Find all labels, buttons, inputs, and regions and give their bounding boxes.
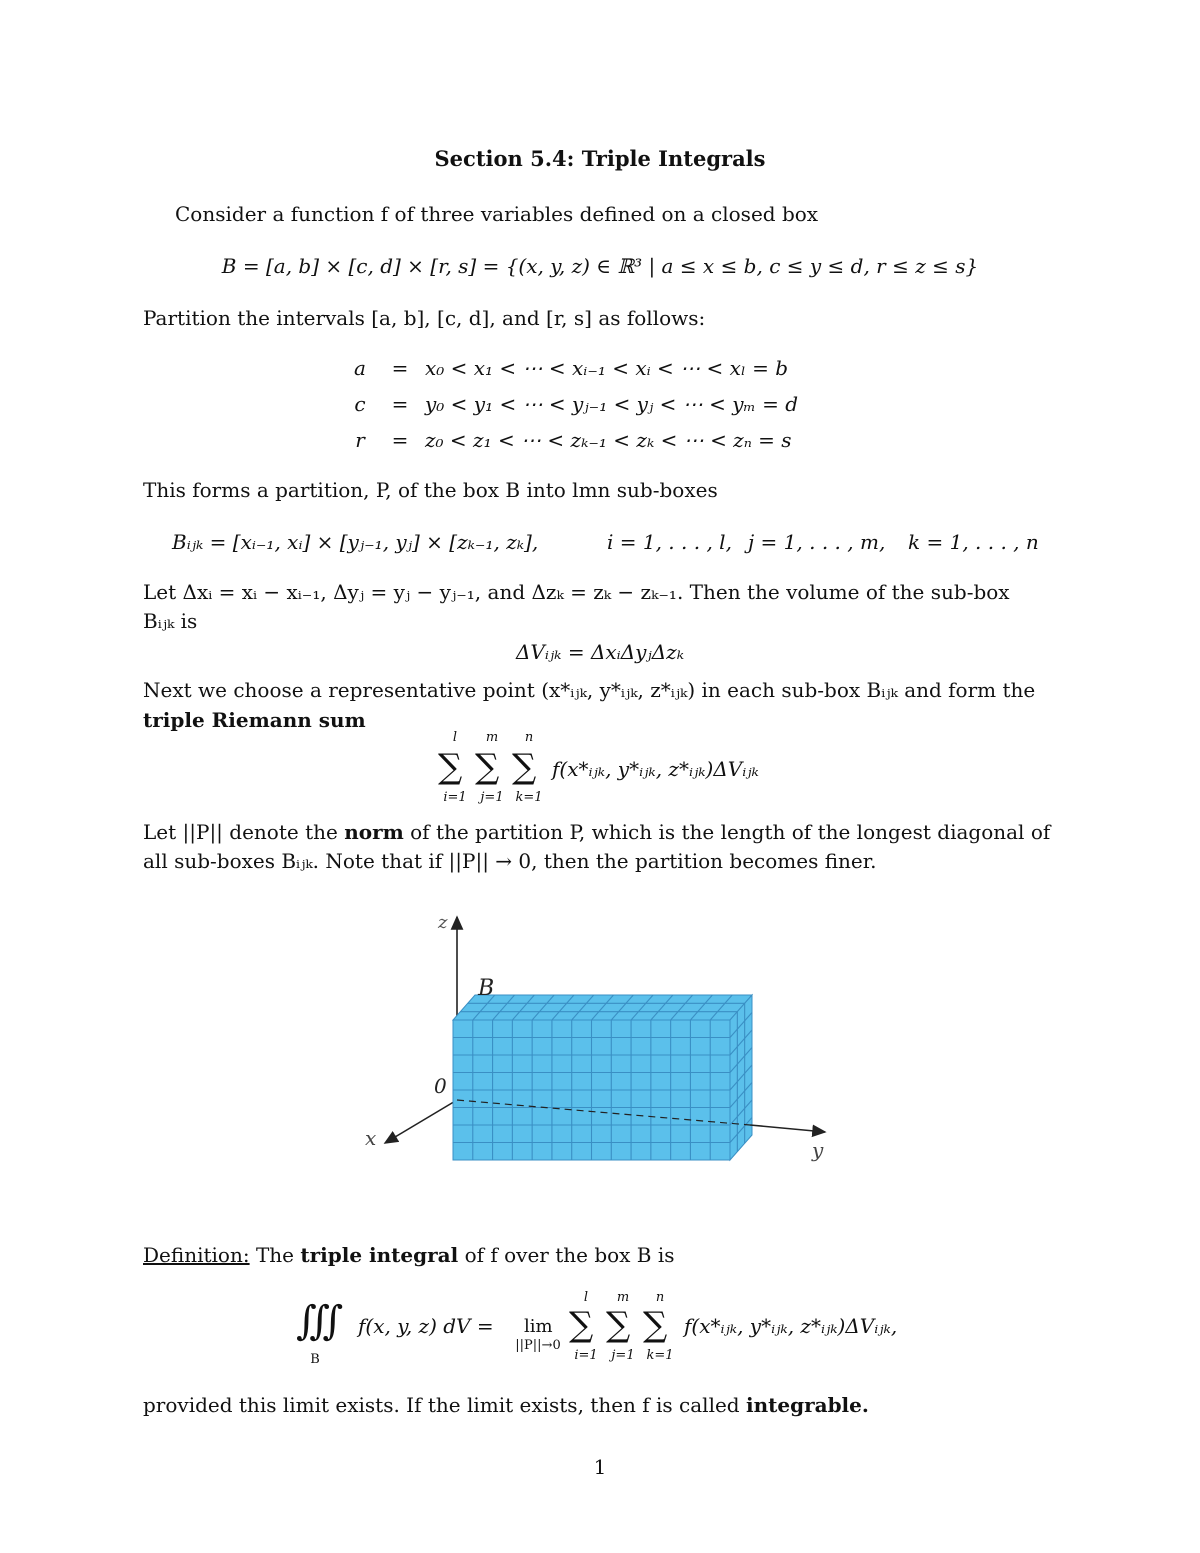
sigma-symbol: ∑ [643,1305,668,1345]
norm-text-pre: Let ||P|| denote the [143,820,338,844]
partition-rhs: x₀ < x₁ < ⋯ < xᵢ₋₁ < xᵢ < ⋯ < xₗ = b [425,356,789,380]
partition-rhs: z₀ < z₁ < ⋯ < zₖ₋₁ < zₖ < ⋯ < zₙ = s [425,428,792,452]
riemann-summand: f(x*ᵢⱼₖ, y*ᵢⱼₖ, z*ᵢⱼₖ)ΔVᵢⱼₖ [552,757,759,781]
partition-equations [345,356,798,464]
subbox-range-j: j = 1, . . . , m, [748,530,886,554]
box-label: B [478,976,495,1001]
integrand: f(x, y, z) dV = [358,1314,494,1338]
box-side-face [730,995,752,1160]
provided-line [143,1393,869,1417]
sigma-symbol: ∑ [438,747,463,787]
definition-post: of f over the box B is [464,1243,675,1267]
equals-sign: = [391,428,409,452]
riemann-sum-label: triple Riemann sum [143,708,366,732]
definition-term: triple integral [300,1243,459,1267]
integral-summand: f(x*ᵢⱼₖ, y*ᵢⱼₖ, z*ᵢⱼₖ)ΔVᵢⱼₖ, [684,1314,898,1338]
y-axis [750,1125,825,1132]
int-sum-upper-l: l [583,1290,589,1305]
int-sum-lower-j: j=1 [611,1348,635,1363]
definition-line [143,1243,675,1267]
integral-region: B [310,1352,320,1367]
norm-text-line-2: all sub-boxes Bᵢⱼₖ. Note that if ||P|| → 0, then the partition becomes finer. [143,849,877,873]
partition-lhs: r [355,428,365,452]
forms-partition-text: This forms a partition, P, of the box B into lmn sub-boxes [143,478,718,502]
int-sum-lower-k: k=1 [646,1348,674,1363]
partition-row-z [345,428,798,464]
subbox-range-i: i = 1, . . . , l, [607,530,732,554]
limit-text: lim [524,1316,553,1337]
subbox-range-k: k = 1, . . . , n [908,530,1039,554]
section-title: Section 5.4: Triple Integrals [434,146,766,171]
box-top-face [453,995,752,1020]
box-definition: B = [a, b] × [c, d] × [r, s] = {(x, y, z) ∈ ℝ³ | a ≤ x ≤ b, c ≤ y ≤ d, r ≤ z ≤ s} [221,254,979,278]
int-sum-lower-i: i=1 [574,1348,598,1363]
definition-label: Definition: [143,1243,250,1267]
partitioned-box-figure [360,905,840,1175]
x-axis [385,1100,457,1143]
delta-text-line-2: Bᵢⱼₖ is [143,609,198,633]
partition-rhs: y₀ < y₁ < ⋯ < yⱼ₋₁ < yⱼ < ⋯ < yₘ = d [425,392,799,416]
partition-lhs: c [354,392,366,416]
equals-sign: = [391,392,409,416]
volume-formula: ΔVᵢⱼₖ = ΔxᵢΔyⱼΔzₖ [515,640,684,664]
sum-lower-k: k=1 [515,790,543,805]
sum-upper-n: n [524,730,534,745]
delta-text-line-1: Let Δxᵢ = xᵢ − xᵢ₋₁, Δyⱼ = yⱼ − yⱼ₋₁, and Δzₖ = zₖ − zₖ₋₁. Then the volume of the sub-box [143,580,1010,604]
norm-text-line-1 [143,820,1050,844]
provided-text: provided this limit exists. If the limit exists, then f is called [143,1393,740,1417]
intro-text: Consider a function f of three variables defined on a closed box [175,202,819,226]
page-number: 1 [593,1455,607,1479]
int-sum-upper-m: m [616,1290,630,1305]
sigma-symbol: ∑ [569,1305,594,1345]
limit-subscript: ||P||→0 [515,1338,561,1353]
sum-lower-j: j=1 [480,790,504,805]
int-sum-upper-n: n [655,1290,665,1305]
definition-pre: The [255,1243,295,1267]
sum-upper-l: l [452,730,458,745]
x-axis-label: x [365,1126,377,1150]
z-axis-label: z [438,912,448,933]
representative-point-text: Next we choose a representative point (x*ᵢⱼₖ, y*ᵢⱼₖ, z*ᵢⱼₖ) in each sub-box Bᵢⱼₖ and form the [143,678,1036,702]
triple-integral-sign: ∭ [296,1298,344,1344]
partition-intro: Partition the intervals [a, b], [c, d], and [r, s] as follows: [143,306,706,330]
sum-upper-m: m [485,730,499,745]
sigma-symbol: ∑ [512,747,537,787]
partition-row-x [345,356,798,392]
sigma-symbol: ∑ [606,1305,631,1345]
y-axis-label: y [812,1138,824,1162]
box-front-face [453,1020,730,1160]
sum-lower-i: i=1 [443,790,467,805]
sigma-symbol: ∑ [475,747,500,787]
integrable-term: integrable. [745,1393,869,1417]
norm-text-post: of the partition P, which is the length of the longest diagonal of [410,820,1051,844]
origin-label: 0 [434,1074,447,1098]
partition-lhs: a [354,356,366,380]
subbox-definition: Bᵢⱼₖ = [xᵢ₋₁, xᵢ] × [yⱼ₋₁, yⱼ] × [zₖ₋₁, zₖ], [172,530,539,554]
norm-term: norm [344,820,404,844]
partition-row-y [345,392,798,428]
equals-sign: = [391,356,409,380]
